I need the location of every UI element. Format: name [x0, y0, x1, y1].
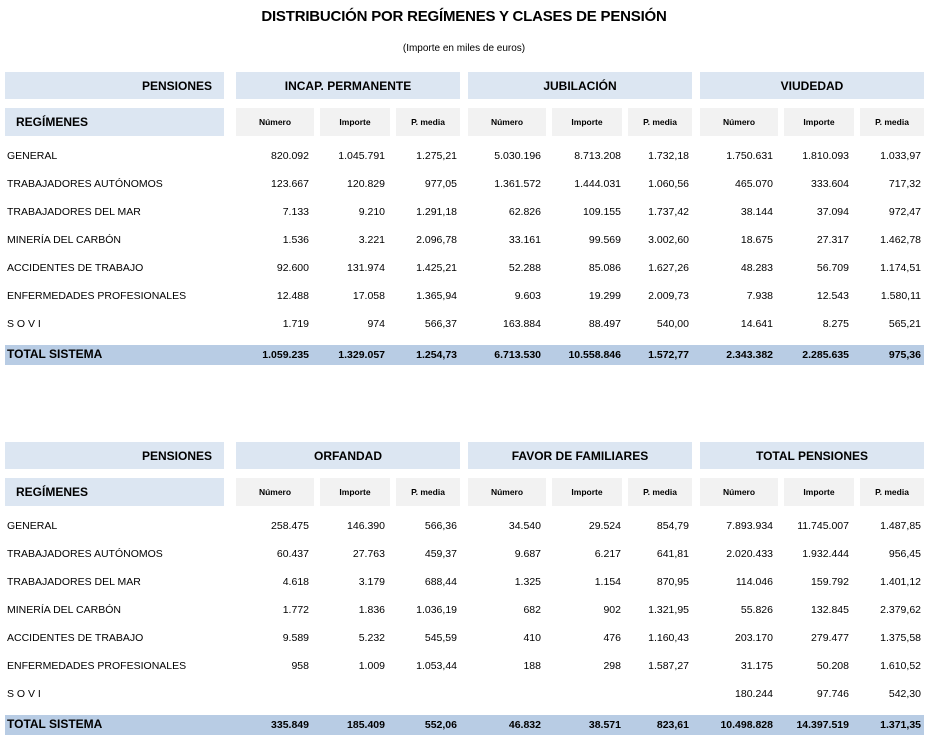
- table-cell: 465.070: [735, 178, 773, 190]
- table-cell: 8.275: [822, 318, 849, 330]
- table-cell: 50.208: [816, 660, 849, 672]
- total-cell: 975,36: [888, 349, 921, 361]
- table-cell: 977,05: [424, 178, 457, 190]
- pensiones-header: PENSIONES: [5, 72, 224, 99]
- table-cell: 1.836: [358, 604, 385, 616]
- column-header-numero: Número: [236, 478, 314, 506]
- column-header-numero: Número: [700, 108, 778, 136]
- total-cell: 823,61: [656, 719, 689, 731]
- table-cell: 258.475: [271, 520, 309, 532]
- table-cell: 85.086: [588, 262, 621, 274]
- total-cell: 14.397.519: [796, 719, 849, 731]
- table-cell: 8.713.208: [574, 150, 621, 162]
- table-cell: 3.179: [358, 576, 385, 588]
- pension-table-1: [0, 0, 928, 361]
- total-cell: 1.572,77: [648, 349, 689, 361]
- table-cell: 17.058: [352, 290, 385, 302]
- table-cell: 203.170: [735, 632, 773, 644]
- table-cell: 3.221: [358, 234, 385, 246]
- table-cell: 114.046: [735, 576, 773, 588]
- row-label: TRABAJADORES AUTÓNOMOS: [7, 548, 163, 560]
- table-cell: 159.792: [811, 576, 849, 588]
- table-cell: 38.144: [740, 206, 773, 218]
- row-label: TRABAJADORES DEL MAR: [7, 576, 141, 588]
- total-cell: 1.371,35: [880, 719, 921, 731]
- table-cell: 854,79: [656, 520, 689, 532]
- table-cell: 2.096,78: [416, 234, 457, 246]
- total-cell: 6.713.530: [494, 349, 541, 361]
- table-cell: 180.244: [735, 688, 773, 700]
- table-cell: 12.543: [816, 290, 849, 302]
- column-header-pmedia: P. media: [628, 108, 692, 136]
- page-title: DISTRIBUCIÓN POR REGÍMENES Y CLASES DE PENSIÓN: [261, 8, 667, 25]
- group-header: INCAP. PERMANENTE: [236, 72, 460, 99]
- table-cell: 902: [603, 604, 621, 616]
- table-cell: 19.299: [588, 290, 621, 302]
- table-cell: 459,37: [424, 548, 457, 560]
- table-cell: 27.763: [352, 548, 385, 560]
- table-cell: 1.444.031: [574, 178, 621, 190]
- row-label: ENFERMEDADES PROFESIONALES: [7, 660, 187, 672]
- table-cell: 1.580,11: [880, 290, 921, 302]
- column-header-numero: Número: [468, 108, 546, 136]
- table-cell: 1.365,94: [416, 290, 457, 302]
- table-cell: 1.275,21: [416, 150, 457, 162]
- row-label: S O V I: [7, 688, 41, 700]
- table-cell: 1.737,42: [648, 206, 689, 218]
- row-label: GENERAL: [7, 150, 58, 162]
- table-cell: 820.092: [271, 150, 309, 162]
- group-header: ORFANDAD: [236, 442, 460, 469]
- table-cell: 163.884: [503, 318, 541, 330]
- table-cell: 9.603: [514, 290, 541, 302]
- table-cell: 146.390: [347, 520, 385, 532]
- table-cell: 18.675: [740, 234, 773, 246]
- row-label: MINERÍA DEL CARBÓN: [7, 234, 121, 246]
- total-cell: 46.832: [508, 719, 541, 731]
- table-cell: 542,30: [888, 688, 921, 700]
- column-header-pmedia: P. media: [396, 478, 460, 506]
- table-cell: 279.477: [811, 632, 849, 644]
- table-cell: 333.604: [811, 178, 849, 190]
- table-cell: 1.462,78: [880, 234, 921, 246]
- table-cell: 9.589: [282, 632, 309, 644]
- pensiones-header: PENSIONES: [5, 442, 224, 469]
- table-cell: 52.288: [508, 262, 541, 274]
- table-cell: 14.641: [740, 318, 773, 330]
- table-cell: 1.810.093: [802, 150, 849, 162]
- row-label: MINERÍA DEL CARBÓN: [7, 604, 121, 616]
- table-cell: 1.375,58: [880, 632, 921, 644]
- table-cell: 188: [523, 660, 541, 672]
- table-cell: 7.938: [746, 290, 773, 302]
- table-cell: 1.750.631: [726, 150, 773, 162]
- column-header-numero: Número: [700, 478, 778, 506]
- column-header-pmedia: P. media: [860, 108, 924, 136]
- table-cell: 1.321,95: [648, 604, 689, 616]
- table-cell: 1.033,97: [880, 150, 921, 162]
- table-cell: 476: [603, 632, 621, 644]
- table-cell: 565,21: [888, 318, 921, 330]
- total-label: TOTAL SISTEMA: [7, 717, 103, 731]
- table-cell: 540,00: [656, 318, 689, 330]
- table-cell: 972,47: [888, 206, 921, 218]
- column-header-importe: Importe: [784, 478, 854, 506]
- table-cell: 3.002,60: [648, 234, 689, 246]
- row-label: ACCIDENTES DE TRABAJO: [7, 262, 144, 274]
- table-cell: 92.600: [276, 262, 309, 274]
- table-cell: 1.610,52: [880, 660, 921, 672]
- table-cell: 11.745.007: [797, 520, 849, 532]
- column-header-pmedia: P. media: [628, 478, 692, 506]
- table-cell: 1.401,12: [880, 576, 921, 588]
- table-cell: 109.155: [583, 206, 621, 218]
- table-cell: 1.060,56: [648, 178, 689, 190]
- table-cell: 1.154: [594, 576, 621, 588]
- table-cell: 1.772: [282, 604, 309, 616]
- table-cell: 717,32: [888, 178, 921, 190]
- table-cell: 27.317: [816, 234, 849, 246]
- table-cell: 1.036,19: [416, 604, 457, 616]
- table-cell: 6.217: [594, 548, 621, 560]
- table-cell: 48.283: [740, 262, 773, 274]
- total-cell: 2.343.382: [726, 349, 773, 361]
- table-cell: 974: [367, 318, 385, 330]
- group-header: FAVOR DE FAMILIARES: [468, 442, 692, 469]
- total-cell: 1.329.057: [338, 349, 385, 361]
- total-cell: 2.285.635: [802, 349, 849, 361]
- row-label: TRABAJADORES AUTÓNOMOS: [7, 178, 163, 190]
- table-cell: 7.893.934: [726, 520, 773, 532]
- table-cell: 1.325: [514, 576, 541, 588]
- table-cell: 132.845: [811, 604, 849, 616]
- table-cell: 31.175: [740, 660, 773, 672]
- table-cell: 55.826: [740, 604, 773, 616]
- total-cell: 1.059.235: [262, 349, 309, 361]
- table-cell: 1.536: [282, 234, 309, 246]
- table-cell: 123.667: [271, 178, 309, 190]
- table-cell: 7.133: [282, 206, 309, 218]
- column-header-pmedia: P. media: [860, 478, 924, 506]
- total-cell: 38.571: [588, 719, 621, 731]
- table-cell: 2.020.433: [726, 548, 773, 560]
- table-cell: 566,36: [424, 520, 457, 532]
- table-cell: 298: [603, 660, 621, 672]
- table-cell: 1.160,43: [648, 632, 689, 644]
- group-header: JUBILACIÓN: [468, 72, 692, 99]
- row-label: ACCIDENTES DE TRABAJO: [7, 632, 144, 644]
- column-header-importe: Importe: [320, 108, 390, 136]
- table-cell: 1.732,18: [648, 150, 689, 162]
- table-cell: 958: [291, 660, 309, 672]
- table-cell: 1.487,85: [880, 520, 921, 532]
- table-cell: 33.161: [508, 234, 541, 246]
- column-header-importe: Importe: [552, 108, 622, 136]
- column-header-numero: Número: [236, 108, 314, 136]
- total-label: TOTAL SISTEMA: [7, 347, 103, 361]
- table-cell: 5.030.196: [494, 150, 541, 162]
- table-cell: 2.009,73: [648, 290, 689, 302]
- table-cell: 60.437: [276, 548, 309, 560]
- row-label: S O V I: [7, 318, 41, 330]
- table-cell: 9.210: [358, 206, 385, 218]
- table-cell: 4.618: [282, 576, 309, 588]
- table-cell: 1.045.791: [338, 150, 385, 162]
- column-header-pmedia: P. media: [396, 108, 460, 136]
- table-cell: 37.094: [816, 206, 849, 218]
- table-cell: 88.497: [588, 318, 621, 330]
- total-cell: 10.498.828: [720, 719, 773, 731]
- table-cell: 56.709: [816, 262, 849, 274]
- regimenes-header: REGÍMENES: [5, 108, 224, 136]
- table-cell: 682: [523, 604, 541, 616]
- table-cell: 1.425,21: [416, 262, 457, 274]
- table-cell: 2.379,62: [880, 604, 921, 616]
- total-cell: 185.409: [347, 719, 385, 731]
- table-cell: 1.627,26: [648, 262, 689, 274]
- total-cell: 552,06: [424, 719, 457, 731]
- table-cell: 29.524: [588, 520, 621, 532]
- column-header-importe: Importe: [552, 478, 622, 506]
- table-cell: 641,81: [656, 548, 689, 560]
- table-cell: 410: [523, 632, 541, 644]
- table-cell: 1.361.572: [494, 178, 541, 190]
- table-cell: 120.829: [347, 178, 385, 190]
- table-cell: 566,37: [424, 318, 457, 330]
- table-cell: 870,95: [656, 576, 689, 588]
- table-cell: 34.540: [508, 520, 541, 532]
- table-cell: 1.719: [282, 318, 309, 330]
- total-cell: 1.254,73: [416, 349, 457, 361]
- table-cell: 97.746: [816, 688, 849, 700]
- table-cell: 62.826: [508, 206, 541, 218]
- pension-table-2: [0, 370, 928, 731]
- table-cell: 1.053,44: [416, 660, 457, 672]
- table-cell: 1.291,18: [416, 206, 457, 218]
- column-header-importe: Importe: [784, 108, 854, 136]
- column-header-numero: Número: [468, 478, 546, 506]
- row-label: ENFERMEDADES PROFESIONALES: [7, 290, 187, 302]
- table-cell: 956,45: [888, 548, 921, 560]
- group-header: TOTAL PENSIONES: [700, 442, 924, 469]
- table-cell: 1.932.444: [802, 548, 849, 560]
- table-cell: 1.009: [358, 660, 385, 672]
- table-cell: 5.232: [358, 632, 385, 644]
- table-cell: 99.569: [588, 234, 621, 246]
- group-header: VIUDEDAD: [700, 72, 924, 99]
- table-cell: 688,44: [424, 576, 457, 588]
- table-cell: 1.587,27: [648, 660, 689, 672]
- total-cell: 10.558.846: [568, 349, 621, 361]
- table-cell: 12.488: [276, 290, 309, 302]
- row-label: GENERAL: [7, 520, 58, 532]
- total-cell: 335.849: [271, 719, 309, 731]
- page-subtitle: (Importe en miles de euros): [402, 43, 526, 54]
- regimenes-header: REGÍMENES: [5, 478, 224, 506]
- table-cell: 9.687: [514, 548, 541, 560]
- table-cell: 1.174,51: [880, 262, 921, 274]
- column-header-importe: Importe: [320, 478, 390, 506]
- row-label: TRABAJADORES DEL MAR: [7, 206, 141, 218]
- table-cell: 545,59: [424, 632, 457, 644]
- table-cell: 131.974: [347, 262, 385, 274]
